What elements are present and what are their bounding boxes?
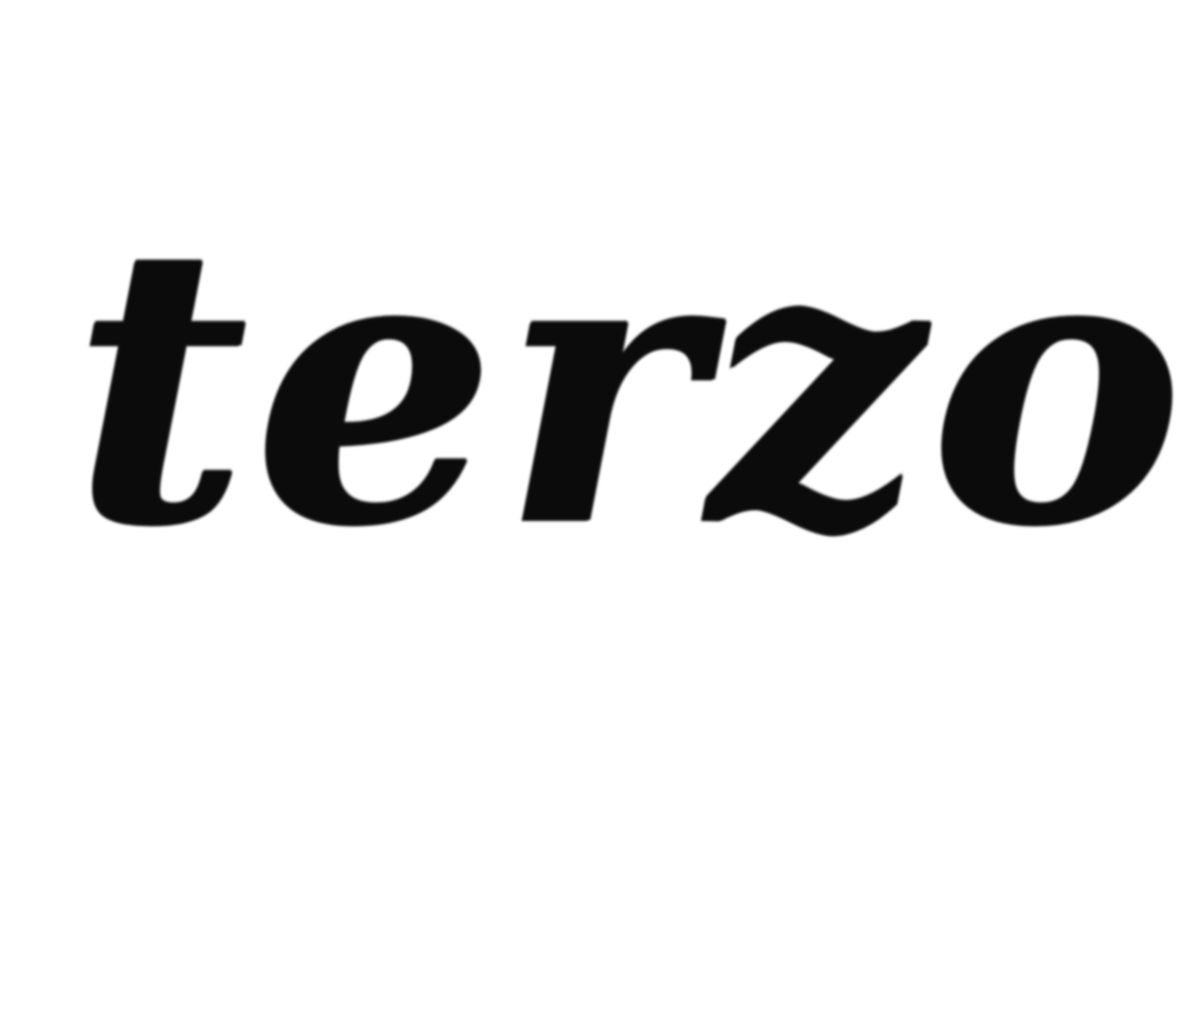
word-fragment: terzo: [72, 162, 1189, 609]
